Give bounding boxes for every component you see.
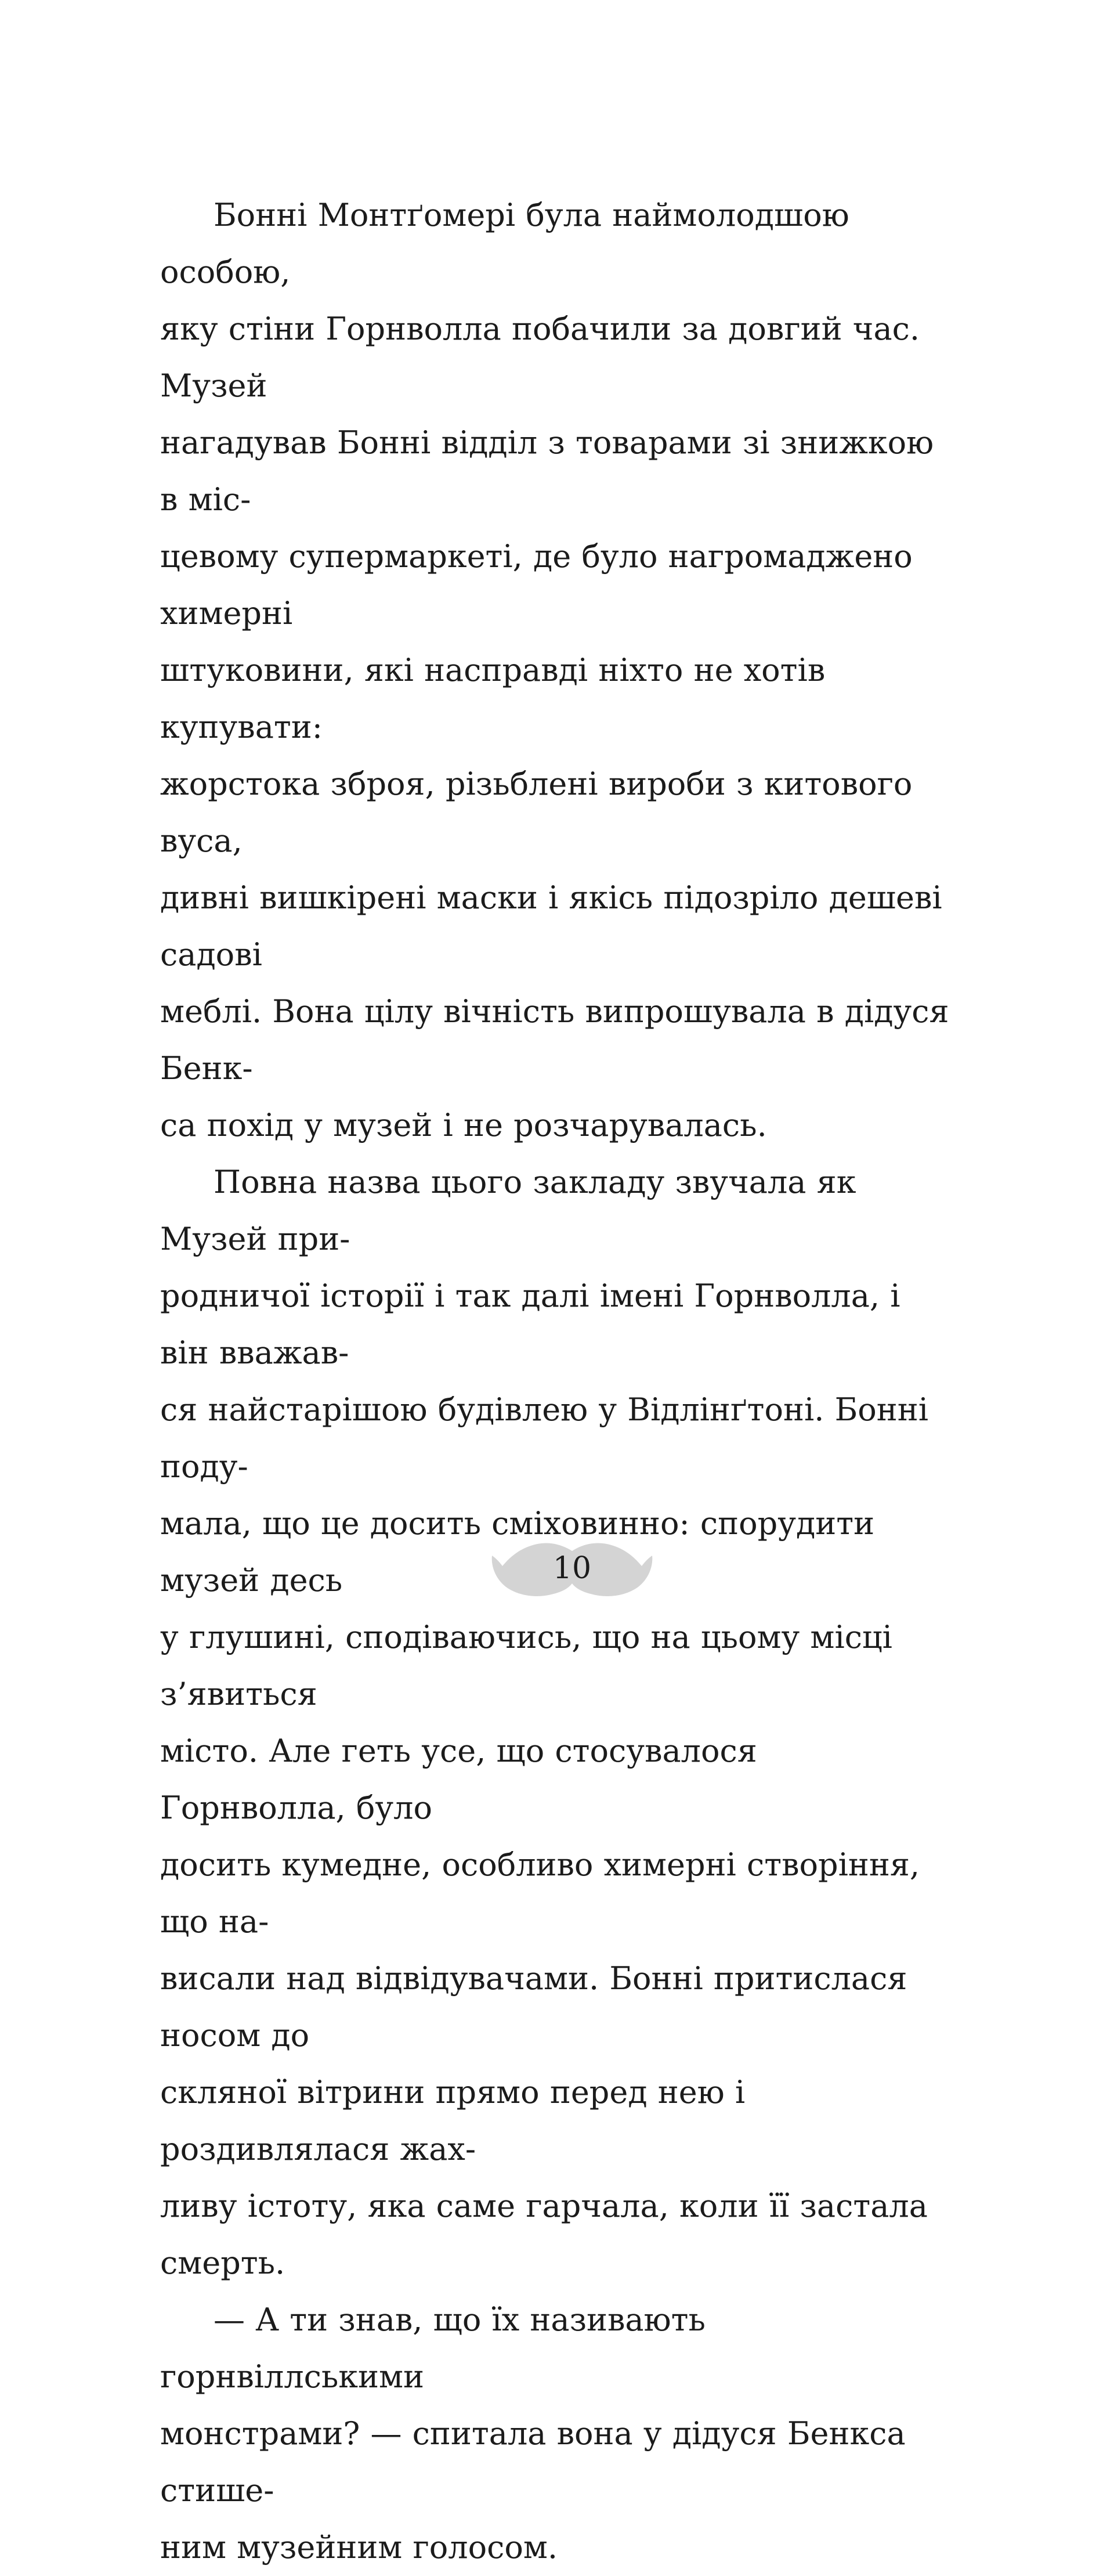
page-number-folio — [491, 1538, 653, 1608]
paragraph-2: Повна назва цього закладу звучала як Музей при- родничої історії і так далі імені Горнволла, і він вважав- ся найстарішою будівлею у Відлінґтоні. Бонні поду- мала, що це досить сміховинно: спорудити музей десь у глушині, сподіваючись, що на цьому місці з’явиться місто. Але геть усе, що стосувалося Горнволла, було досить кумедне, особливо химерні створіння, що на- висали над відвідувачами. Бонні притислася носом до скляної вітрини прямо перед нею і роздивлялася жах- ливу істоту, яка саме гарчала, коли її застала смерть. — [160, 1164, 929, 2281]
paragraph-1: Бонні Монтґомері була наймолодшою особою, яку стіни Горнволла побачили за довгий час. Музей нагадував Бонні відділ з товарами зі знижкою в міс- цевому супермаркеті, де було нагромаджено химерні штуковини, які насправді ніхто не хотів купувати: жорстока зброя, різьблені вироби з китового вуса, дивні вишкірені маски і якісь підозріло дешеві садові меблі. Вона цілу вічність випрошувала в дідуся Бенк- са похід у музей і не розчарувалась. — [160, 197, 949, 1143]
paragraph-3: — А ти знав, що їх називають горнвіллськими монстрами? — спитала вона у дідуся Бенкса стише- ним музейним голосом. — [160, 2301, 906, 2566]
page-number: 10 — [552, 1551, 592, 1586]
body-text — [160, 187, 953, 2576]
